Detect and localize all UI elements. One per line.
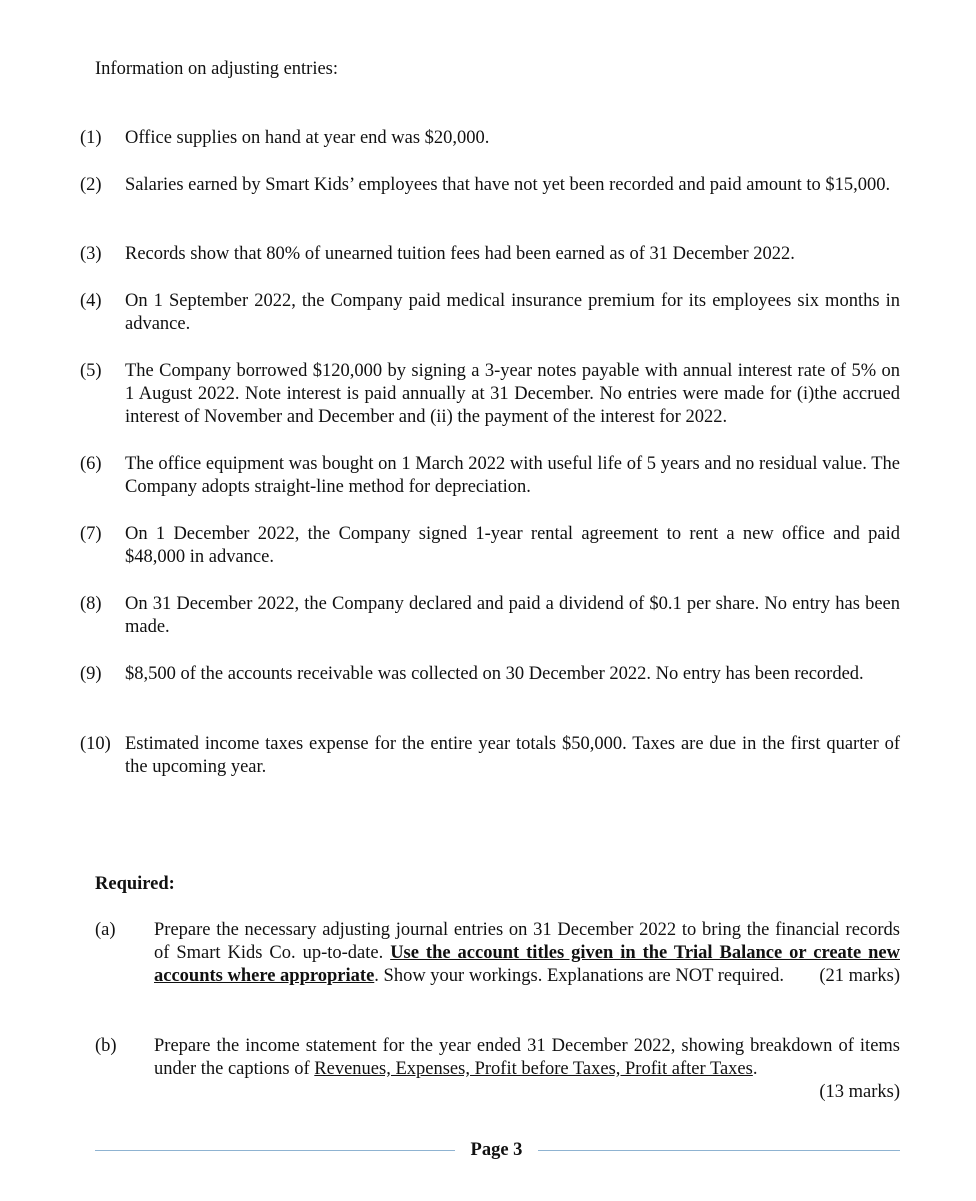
item-text: Estimated income taxes expense for the entire year totals $50,000. Taxes are due in the first quarter of the upcoming year. <box>125 734 900 777</box>
item-text: $8,500 of the accounts receivable was collected on 30 December 2022. No entry has been recorded. <box>125 664 864 684</box>
emphasis-text: Use the account titles given in the Trial Balance or create new accounts where appropriate <box>154 943 900 986</box>
requirement-text: Prepare the necessary adjusting journal entries on 31 December 2022 to bring the financial records of Smart Kids Co. up-to-date. Use the account titles given in the Trial Balance or create new accounts where appropriate. Show your workings. Explanations are NOT required. <box>154 920 900 986</box>
requirement-number: (a) <box>95 920 116 940</box>
item-text: On 1 September 2022, the Company paid medical insurance premium for its employees six months in advance. <box>125 291 900 334</box>
intro-heading: Information on adjusting entries: <box>95 59 339 79</box>
item-number: (7) <box>80 524 102 544</box>
item-number: (6) <box>80 454 102 474</box>
page-number: Page 3 <box>470 1140 523 1160</box>
requirement-number: (b) <box>95 1036 117 1056</box>
requirement-b <box>95 1035 900 1104</box>
item-number: (8) <box>80 594 102 614</box>
item-text: On 31 December 2022, the Company declared and paid a dividend of $0.1 per share. No entry has been made. <box>125 594 900 637</box>
required-heading: Required: <box>95 874 175 894</box>
item-number: (3) <box>80 244 102 264</box>
list-item <box>80 290 900 336</box>
item-number: (2) <box>80 175 102 195</box>
item-number: (5) <box>80 361 102 381</box>
item-text: The Company borrowed $120,000 by signing a 3-year notes payable with annual interest rate of 5% on 1 August 2022. Note interest is paid annually at 31 December. No entries were made for (i)the accrued interest of November and December and (ii) the payment of the interest for 2022. <box>125 361 900 427</box>
marks-label: (13 marks) <box>819 1082 900 1102</box>
item-text: Office supplies on hand at year end was $20,000. <box>125 128 490 148</box>
list-item <box>80 453 900 499</box>
footer-rule-left <box>95 1150 455 1151</box>
item-number: (1) <box>80 128 102 148</box>
captions-text: Revenues, Expenses, Profit before Taxes, Profit after Taxes <box>314 1059 753 1079</box>
list-item <box>80 174 900 197</box>
item-text: The office equipment was bought on 1 March 2022 with useful life of 5 years and no residual value. The Company adopts straight-line method for depreciation. <box>125 454 900 497</box>
item-text: Salaries earned by Smart Kids’ employees that have not yet been recorded and paid amount to $15,000. <box>125 175 891 195</box>
item-number: (4) <box>80 291 102 311</box>
page-footer <box>95 1139 900 1163</box>
list-item <box>80 243 900 266</box>
marks-label: (21 marks) <box>819 966 900 986</box>
list-item <box>80 127 900 150</box>
item-text: Records show that 80% of unearned tuition fees had been earned as of 31 December 2022. <box>125 244 795 264</box>
list-item <box>80 360 900 429</box>
requirement-a <box>95 919 900 988</box>
list-item <box>80 663 900 686</box>
list-item <box>80 523 900 569</box>
list-item <box>80 593 900 639</box>
requirement-text: Prepare the income statement for the year ended 31 December 2022, showing breakdown of items under the captions of Revenues, Expenses, Profit before Taxes, Profit after Taxes. <box>154 1036 900 1079</box>
list-item <box>80 733 900 779</box>
footer-rule-right <box>538 1150 900 1151</box>
item-number: (9) <box>80 664 102 684</box>
item-text: On 1 December 2022, the Company signed 1-year rental agreement to rent a new office and paid $48,000 in advance. <box>125 524 900 567</box>
item-number: (10) <box>80 734 111 754</box>
